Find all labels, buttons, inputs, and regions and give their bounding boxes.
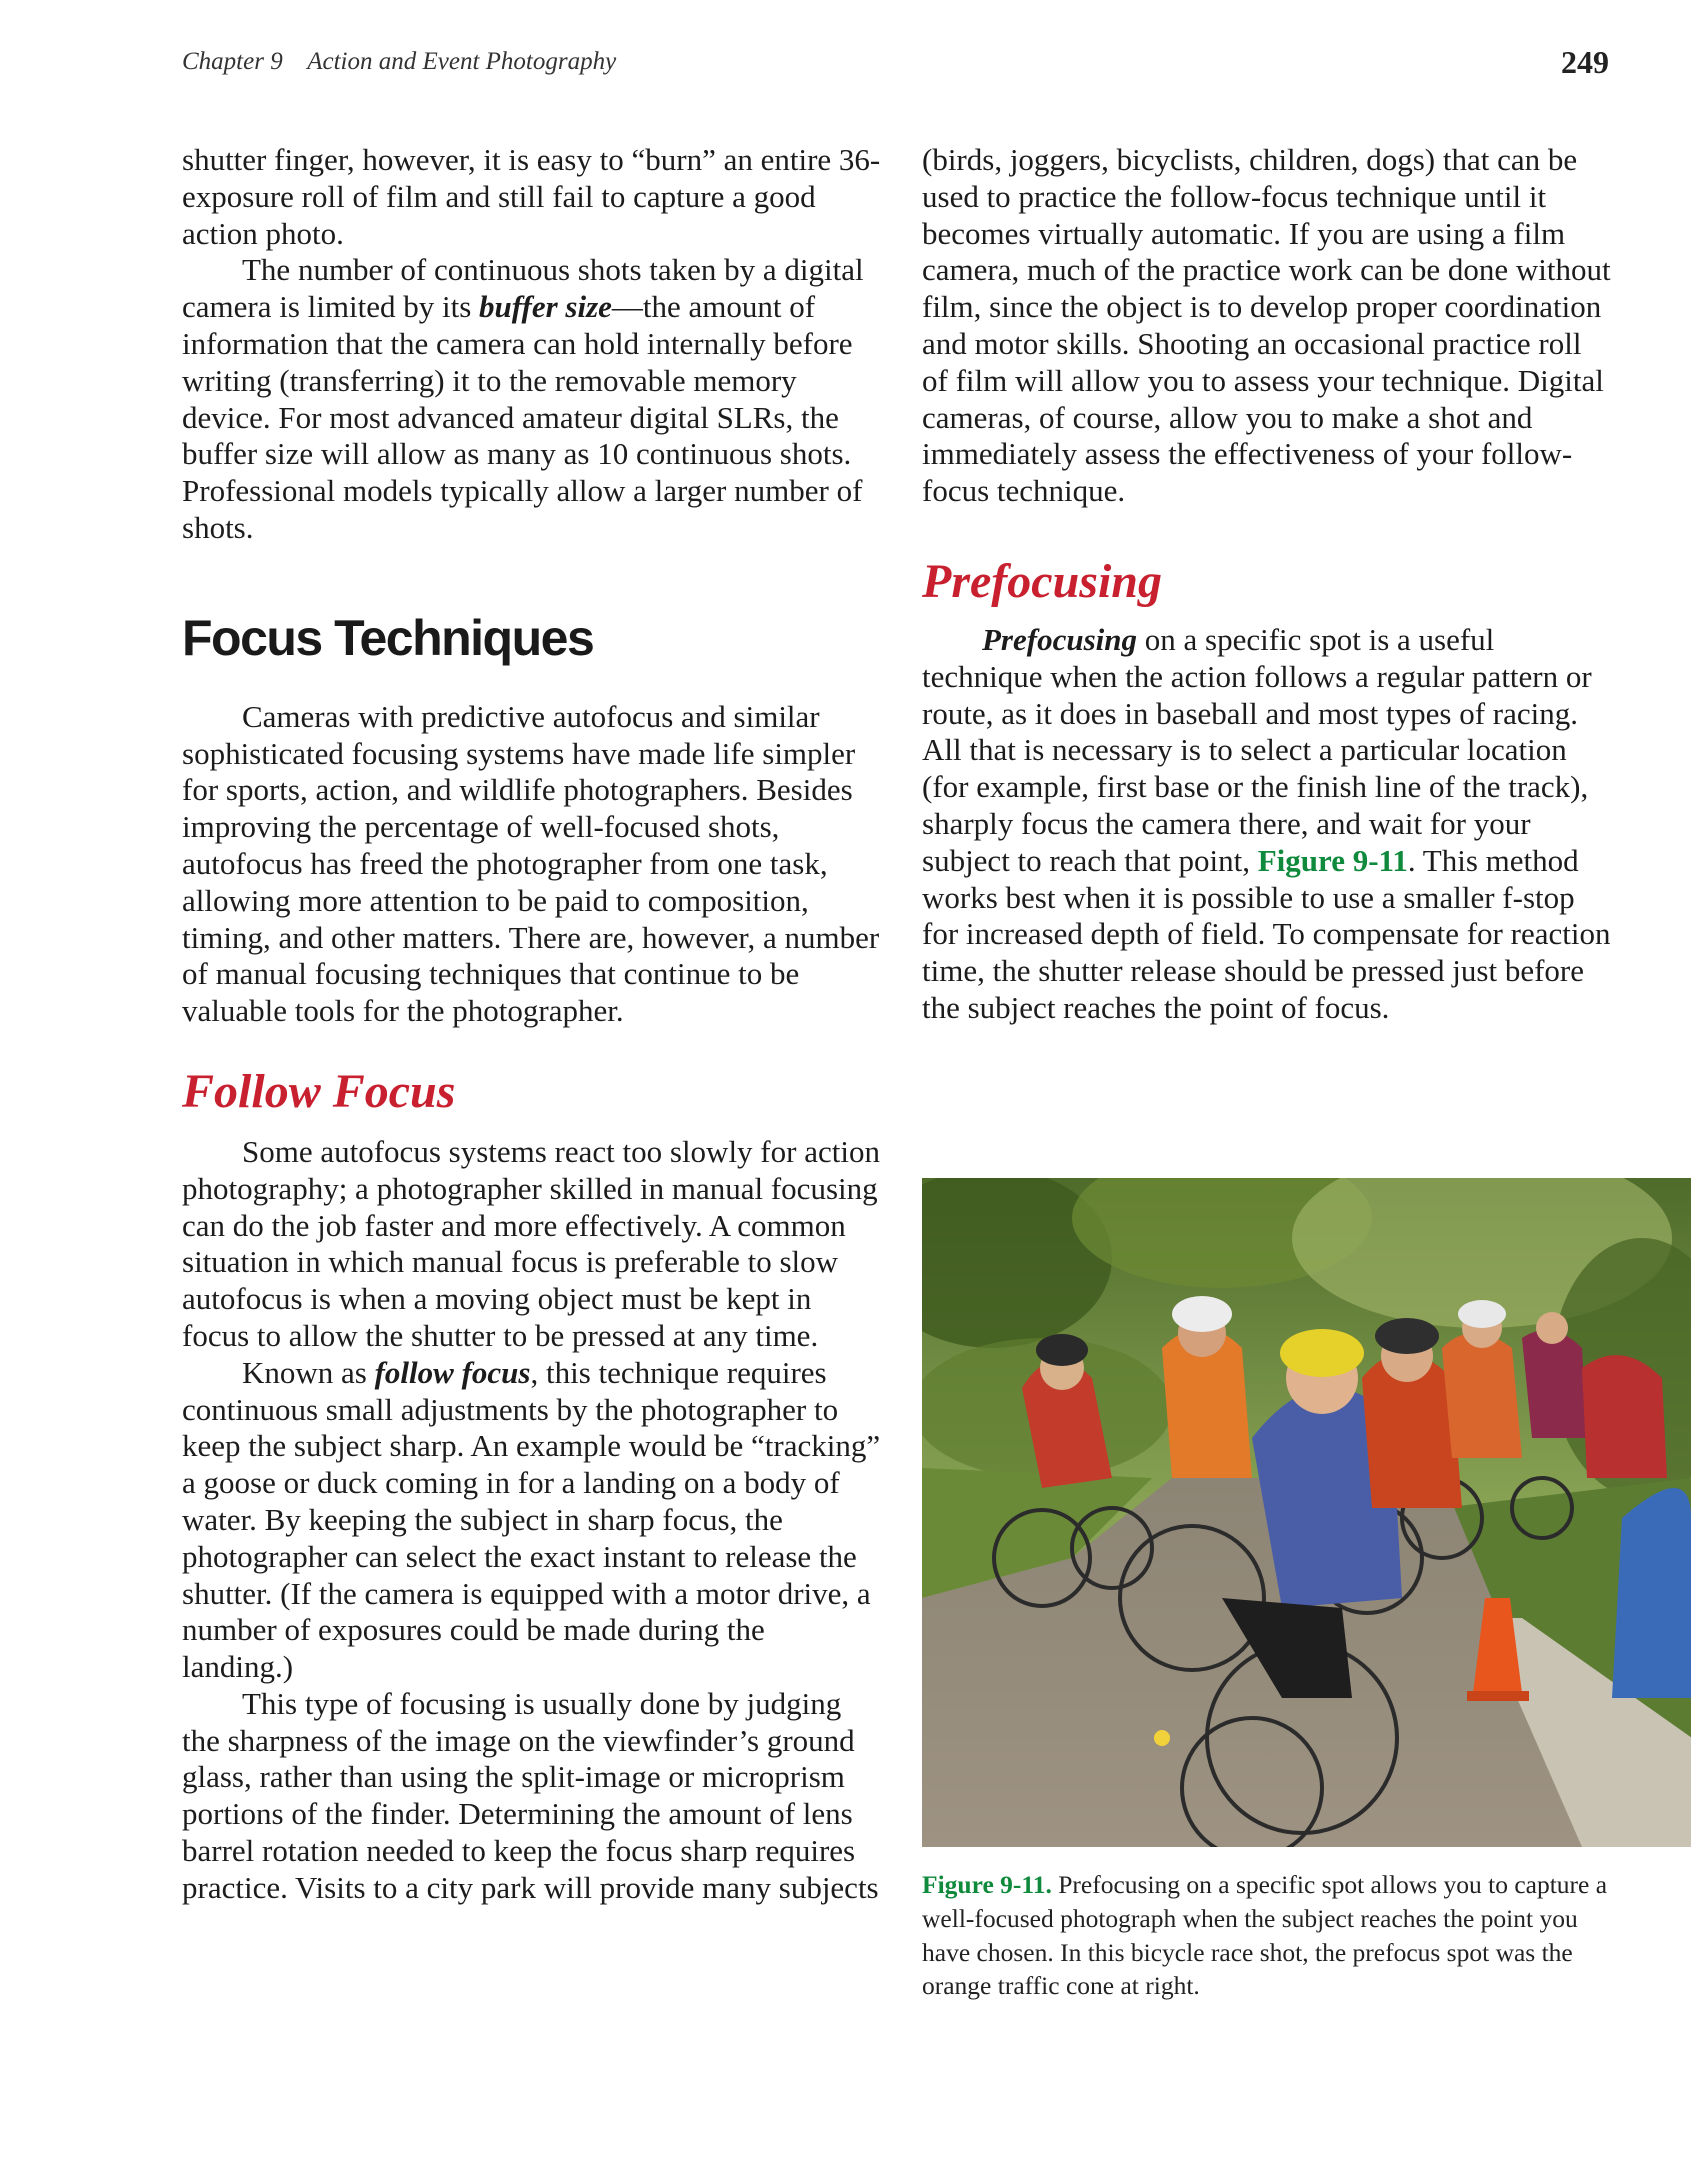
paragraph-ground-glass: This type of focusing is usually done by judging the sharpness of the image on the viewfinder’s ground glass, rather than using the split-image or microprism portions of the finder. Determining the amount of lens barrel rotation needed to keep the focus sharp requires practice. Visits to a city park will provide many subjects — [182, 1685, 879, 1905]
paragraph-manual-focus: Some autofocus systems react too slowly for action photography; a photographer skilled in manual focusing can do the job faster and more effectively. A common situation in which manual focus is preferable to slow autofocus is when a moving object must be kept in focus to allow the shutter to be pressed at any time. — [182, 1133, 880, 1353]
paragraph-autofocus: Cameras with predictive autofocus and similar sophisticated focusing systems have made life simpler for sports, action, and wildlife photographers. Besides improving the percentage of well-focused shots, autofocus has freed the photographer from one task, allowing more attention to be paid to composition, timing, and other matters. There are, however, a number of manual focusing techniques that continue to be valuable tools for the photographer. — [182, 698, 880, 1029]
bicycle-race-photo — [922, 1178, 1691, 1847]
left-column — [182, 142, 882, 1907]
paragraph-follow-focus: Known as follow focus, this technique requires continuous small adjustments by the photographer to keep the subject sharp. An example would be “tracking” a goose or duck coming in for a landing on a body of water. By keeping the subject in sharp focus, the photographer can select the exact instant to release the shutter. (If the camera is equipped with a motor drive, a number of exposures could be made during the landing.) — [182, 1354, 881, 1685]
term-prefocusing: Prefocusing — [982, 621, 1137, 657]
running-head: Chapter 9 Action and Event Photography — [182, 48, 617, 75]
subheading-follow-focus: Follow Focus — [182, 1064, 456, 1118]
section-heading-focus-techniques: Focus Techniques — [182, 609, 594, 666]
right-column — [922, 142, 1612, 1027]
term-buffer-size: buffer size — [479, 289, 612, 325]
paragraph-continuation: shutter finger, however, it is easy to “burn” an entire 36-exposure roll of film and still fail to capture a good action photo. — [182, 142, 881, 251]
paragraph-prefocusing: Prefocusing on a specific spot is a useful technique when the action follows a regular pattern or route, as it does in baseball and most types of racing. All that is necessary is to select a particular location (for example, first base or the finish line of the track), sharply focus the camera there, and wait for your subject to reach that point, Figure 9-11. This method works best when it is possible to use a smaller f-stop for increased depth of field. To compensate for reaction time, the shutter release should be pressed just before the subject reaches the point of focus. — [922, 621, 1611, 1025]
subheading-prefocusing: Prefocusing — [922, 554, 1162, 608]
page-number: 249 — [1561, 44, 1609, 80]
figure-reference-link[interactable]: Figure 9-11 — [1257, 842, 1408, 878]
figure-caption-text: Prefocusing on a specific spot allows you to capture a well-focused photograph when the subject reaches the point you have chosen. In this bicycle race shot, the prefocus spot was the orange traffic cone at right. — [922, 1870, 1608, 2001]
paragraph-practice: (birds, joggers, bicyclists, children, dogs) that can be used to practice the follow-focus technique until it becomes virtually automatic. If you are using a film camera, much of the practice work can be done without film, since the object is to develop proper coordination and motor skills. Shooting an occasional practice roll of film will allow you to assess your technique. Digital cameras, of course, allow you to make a shot and immediately assess the effectiveness of your follow-focus technique. — [922, 142, 1611, 509]
paragraph-buffer-size: The number of continuous shots taken by a digital camera is limited by its buffer size—the amount of information that the camera can hold internally before writing (transferring) it to the removable memory device. For most advanced amateur digital SLRs, the buffer size will allow as many as 10 continuous shots. Professional models typically allow a larger number of shots. — [182, 252, 864, 545]
figure-label: Figure 9-11. — [922, 1870, 1052, 1899]
figure-caption — [922, 1868, 1612, 2003]
term-follow-focus: follow focus — [374, 1354, 531, 1390]
